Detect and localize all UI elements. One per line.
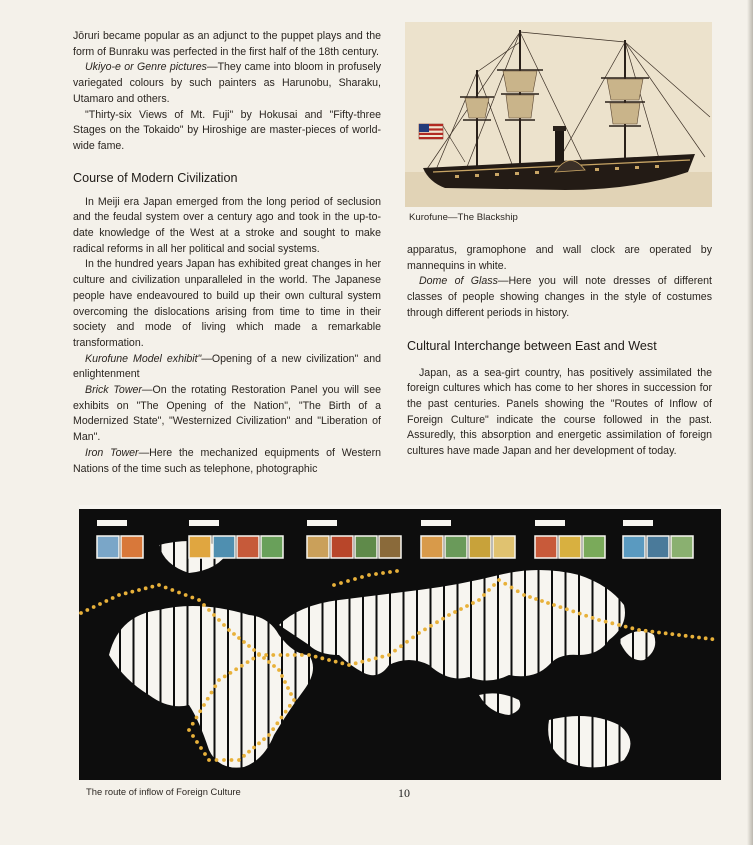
heading-cultural-interchange: Cultural Interchange between East and West xyxy=(407,338,657,353)
paragraph-meiji: In Meiji era Japan emerged from the long period of seclusion and the feudal system over a century ago and took in the up-to-date knowledge of the West at a stroke and sought to make radical reforms in all her political and social systems. xyxy=(73,195,381,255)
term-iron-tower: Iron Tower xyxy=(85,446,139,459)
paragraph-brick-tower xyxy=(73,383,381,446)
culture-route-map xyxy=(79,505,721,780)
term-ukiyoe: Ukiyo-e or Genre pictures xyxy=(85,61,207,74)
page-number: 10 xyxy=(398,786,410,800)
text-ukiyoe: —They came into bloom in profusely variegated colours by such painters as Harunobu, Sharaku, Utamaro and others. xyxy=(73,61,381,105)
right-column xyxy=(407,243,712,460)
paragraph-apparatus: apparatus, gramophone and wall clock are operated by mannequins in white. xyxy=(407,244,712,272)
term-dome-of-glass: Dome of Glass xyxy=(419,275,498,288)
paragraph-ukiyoe xyxy=(73,60,381,107)
text-brick-tower: —On the rotating Restoration Panel you will see exhibits on "The Opening of the Nation", "The Birth of a Modernized State", "Westernized Civilization" and "Liberation of Man". xyxy=(73,384,381,444)
heading-modern-civilization: Course of Modern Civilization xyxy=(73,170,238,185)
text-kurofune: —Opening of a new civilization" and enlightenment xyxy=(73,352,381,381)
text-dome-of-glass: —Here you will note dresses of different classes of people showing changes in the style of costumes through different periods in history. xyxy=(407,275,712,319)
map-caption: The route of inflow of Foreign Culture xyxy=(86,786,241,797)
paragraph-sea-girt: Japan, as a sea-girt country, has positively assimilated the foreign cultures which has come to her shores in succession for the past centuries. Panels showing the "Routes of Inflow of Foreign Culture" indicate the course followed in the past. Assuredly, this absorption and energetic assimilation of foreign cultures have made Japan and her development of today. xyxy=(407,366,712,458)
ship-drawing xyxy=(405,22,712,207)
blackship-illustration xyxy=(405,22,712,207)
ship-caption: Kurofune—The Blackship xyxy=(409,212,518,223)
term-kurofune: Kurofune Model exhibit" xyxy=(85,352,202,365)
paragraph-joruri: Jōruri became popular as an adjunct to the puppet plays and the form of Bunraku was perfected in the first half of the 18th century. xyxy=(73,30,381,58)
text-iron-tower: —Here the mechanized equipments of Western Nations of the time such as telephone, photographic xyxy=(73,446,381,475)
paragraph-dome-of-glass xyxy=(407,274,712,321)
page-edge-shadow xyxy=(747,0,753,845)
paragraph-iron-tower xyxy=(73,446,381,477)
world-map-illustration xyxy=(79,505,721,780)
paragraph-kurofune-exhibit xyxy=(73,352,381,383)
term-brick-tower: Brick Tower xyxy=(85,384,142,397)
paragraph-hundred-years: In the hundred years Japan has exhibited great changes in her culture and civilization unparalleled in the world. The Japanese people have endeavoured to build up their own cultural system overcoming the dislocations arising from time to time in their society and mode of living which made a remarkable transformation. xyxy=(73,258,381,349)
left-column xyxy=(73,29,381,477)
paragraph-fuji-views: "Thirty-six Views of Mt. Fuji" by Hokusai and "Fifty-three Stages on the Tokaido" by Hiroshige are master-pieces of world-wide fame. xyxy=(73,108,381,152)
